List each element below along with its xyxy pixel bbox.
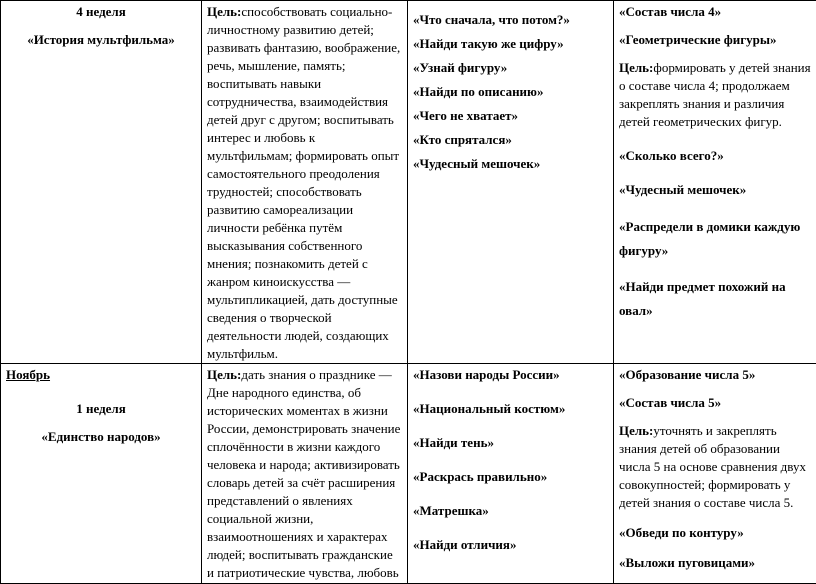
math-item: «Обведи по контуру» bbox=[619, 524, 813, 542]
math-item: «Распредели в домики каждую фигуру» bbox=[619, 215, 813, 263]
game-item: «Узнай фигуру» bbox=[413, 59, 608, 77]
game-item: «Кто спрятался» bbox=[413, 131, 608, 149]
game-item: «Чего не хватает» bbox=[413, 107, 608, 125]
goal-text: Цель:способствовать социально-личностному развитию детей; развивать фантазию, воображение, речь, мышление, память; воспитывать навыки сотрудничества, взаимодействия детей друг с другом; воспитывать интерес и любовь к мультфильмам; формировать опыт самостоятельного преодоления трудностей; способствовать развитию самореализации личности ребёнка путём высказывания собственного мнения; познакомить детей с жанром киноискусства — мультипликацией, дать доступные сведения о творческой деятельности людей, создающих мультфильм. bbox=[207, 4, 400, 361]
game-item: «Найди тень» bbox=[413, 434, 608, 452]
math-item: «Найди предмет похожий на овал» bbox=[619, 275, 813, 323]
table-row bbox=[1, 1, 816, 364]
game-item: «Найди по описанию» bbox=[413, 83, 608, 101]
game-item: «Найди отличия» bbox=[413, 536, 608, 554]
game-item: «Что сначала, что потом?» bbox=[413, 11, 608, 29]
goal-cell bbox=[202, 364, 408, 584]
game-item: «Национальный костюм» bbox=[413, 400, 608, 418]
math-cell bbox=[614, 364, 816, 584]
math-title: «Образование числа 5» bbox=[619, 366, 813, 384]
game-item: «Назови народы России» bbox=[413, 366, 608, 384]
game-item: «Матрешка» bbox=[413, 502, 608, 520]
math-title: «Состав числа 5» bbox=[619, 394, 813, 412]
math-goal: Цель:формировать у детей знания о составе числа 4; продолжаем закреплять знания и различия детей геометрических фигур. bbox=[619, 59, 813, 131]
games-cell bbox=[408, 364, 614, 584]
goal-cell bbox=[202, 1, 408, 364]
game-item: «Найди такую же цифру» bbox=[413, 35, 608, 53]
math-goal: Цель:уточнять и закреплять знания детей об образовании числа 5 на основе сравнения двух совокупностей; формировать у детей знания о составе числа 5. bbox=[619, 422, 813, 512]
week-label: 1 неделя bbox=[76, 401, 126, 416]
theme-label: «Единство народов» bbox=[41, 429, 160, 444]
math-cell bbox=[614, 1, 816, 364]
theme-label: «История мультфильма» bbox=[27, 32, 175, 47]
math-item: «Чудесный мешочек» bbox=[619, 181, 813, 199]
game-item: «Раскрась правильно» bbox=[413, 468, 608, 486]
games-cell bbox=[408, 1, 614, 364]
week-cell bbox=[1, 1, 202, 364]
goal-text: Цель:дать знания о празднике — Дне народного единства, об исторических моментах в жизни России, демонстрировать значение сплочённости в жизни каждого человека и народа; активизировать словарь детей за счёт расширения представлений о явлениях социальной жизни, взаимоотношениях и характерах людей; воспитывать гражданские и патриотические чувства, любовь bbox=[207, 367, 400, 580]
month-label: Ноябрь bbox=[6, 366, 196, 384]
math-item: «Сколько всего?» bbox=[619, 147, 813, 165]
math-title: «Геометрические фигуры» bbox=[619, 31, 813, 49]
game-item: «Чудесный мешочек» bbox=[413, 155, 608, 173]
math-title: «Состав числа 4» bbox=[619, 3, 813, 21]
math-item: «Выложи пуговицами» bbox=[619, 554, 813, 572]
week-label: 4 неделя bbox=[76, 4, 126, 19]
table-row bbox=[1, 364, 816, 584]
week-cell bbox=[1, 364, 202, 584]
